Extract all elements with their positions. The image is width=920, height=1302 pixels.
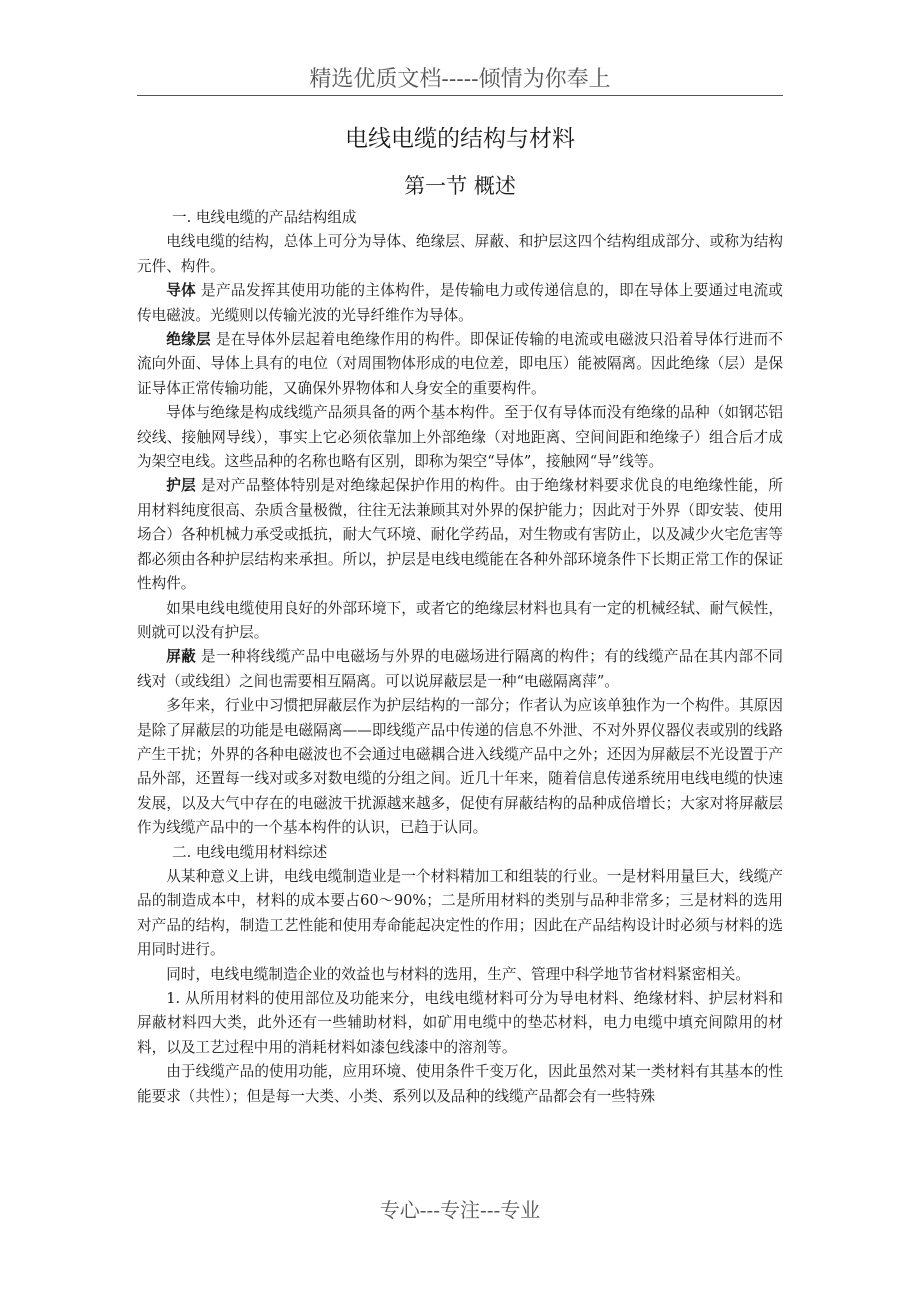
paragraph: 多年来，行业中习惯把屏蔽层作为护层结构的一部分；作者认为应该单独作为一个构件。其原因是除了屏蔽层的功能是电磁隔离——即线缆产品中传递的信息不外泄、不对外界仪器仪表或别的线路产生干扰；外界的各种电磁波也不会通过电磁耦合进入线缆产品中之外；还因为屏蔽层不光设置于产品外部，还置每一线对或多对数电缆的分组之间。近几十年来，随着信息传递系统用电线电缆的快速发展，以及大气中存在的电磁波干扰源越来越多，促使有屏蔽结构的品种成倍增长；大家对将屏蔽层作为线缆产品中的一个基本构件的认识，已趋于认同。	[137, 697, 783, 837]
page-footer: 专心---专注---专业	[379, 1198, 541, 1222]
paragraph	[137, 645, 783, 694]
paragraph-text: 是一种将线缆产品中电磁场与外界的电磁场进行隔离的构件；有的线缆产品在其内部不同线对（或线组）之间也需要相互隔离。可以说屏蔽层是一种“电磁隔离萍”。	[137, 648, 783, 690]
paragraph-text: 是产品发挥其使用功能的主体构件，是传输电力或传递信息的，即在导体上要通过电流或传电磁波。光缆则以传输光波的光导纤维作为导体。	[137, 282, 783, 324]
paragraph-text: 是在导体外层起着电绝缘作用的构件。即保证传输的电流或电磁波只沿着导体行进而不流向外面、导体上具有的电位（对周围物体形成的电位差，即电压）能被隔离。因此绝缘（层）是保证导体正常传输功能，又确保外界物体和人身安全的重要构件。	[137, 331, 783, 397]
paragraph: 电线电缆的结构，总体上可分为导体、绝缘层、屏蔽、和护层这四个结构组成部分、或称为结构元件、构件。	[137, 233, 783, 275]
section-title: 第一节 概述	[404, 174, 516, 198]
paragraph: 如果电线电缆使用良好的外部环境下，或者它的绝缘层材料也具有一定的机械经轼、耐气候性，则就可以没有护层。	[137, 599, 783, 641]
heading-1: 一. 电线电缆的产品结构组成	[172, 209, 357, 226]
keyword: 屏蔽	[166, 648, 197, 666]
keyword: 护层	[166, 477, 197, 495]
paragraph	[137, 328, 783, 401]
paragraph: 从某种意义上讲，电线电缆制造业是一个材料精加工和组装的行业。一是材料用量巨大，线缆产品的制造成本中，材料的成本要占60～90%；二是所用材料的类别与品种非常多；三是材料的选用对产品的结构，制造工艺性能和使用寿命能起决定性的作用；因此在产品结构设计时必须与材料的选用同时进行。	[137, 867, 783, 959]
paragraph: 导体与绝缘是构成线缆产品须具备的两个基本构件。至于仅有导体而没有绝缘的品种（如钢芯铝绞线、接触网导线），事实上它必须依靠加上外部绝缘（对地距离、空间间距和绝缘子）组合后才成为架空电线。这些品种的名称也略有区别，即称为架空“导体”，接触网“导”线等。	[137, 404, 783, 471]
keyword: 绝缘层	[166, 331, 211, 349]
keyword: 导体	[166, 282, 197, 300]
document-title: 电线电缆的结构与材料	[345, 126, 575, 152]
heading-2: 二. 电线电缆用材料综述	[172, 843, 328, 861]
paragraph: 同时，电线电缆制造企业的效益也与材料的选用，生产、管理中科学地节省材料紧密相关。	[166, 965, 750, 983]
header-divider	[137, 95, 783, 96]
page-header: 精选优质文档-----倾情为你奉上	[309, 67, 611, 92]
paragraph: 1. 从所用材料的使用部位及功能来分，电线电缆材料可分为导电材料、绝缘材料、护层材料和屏蔽材料四大类，此外还有一些辅助材料，如矿用电缆中的垫芯材料，电力电缆中填充间隙用的材料，以及工艺过程中用的消耗材料如漆包线漆中的溶剂等。	[137, 990, 783, 1056]
document-body	[137, 206, 783, 1109]
paragraph: 由于线缆产品的使用功能，应用环境、使用条件千变万化，因此虽然对某一类材料有其基本的性能要求（共性）；但是每一大类、小类、系列以及品种的线缆产品都会有一些特殊	[137, 1063, 783, 1105]
paragraph	[137, 279, 783, 328]
paragraph	[137, 474, 783, 596]
paragraph-text: 是对产品整体特别是对绝缘起保护作用的构件。由于绝缘材料要求优良的电绝缘性能，所用材料纯度很高、杂质含量极微，往往无法兼顾其对外界的保护能力；因此对于外界（即安装、使用场合）各种机械力承受或抵抗，耐大气环境、耐化学药品，对生物或有害防止，以及减少火宅危害等都必须由各种护层结构来承担。所以，护层是电线电缆能在各种外部环境条件下长期正常工作的保证性构件。	[137, 477, 783, 593]
